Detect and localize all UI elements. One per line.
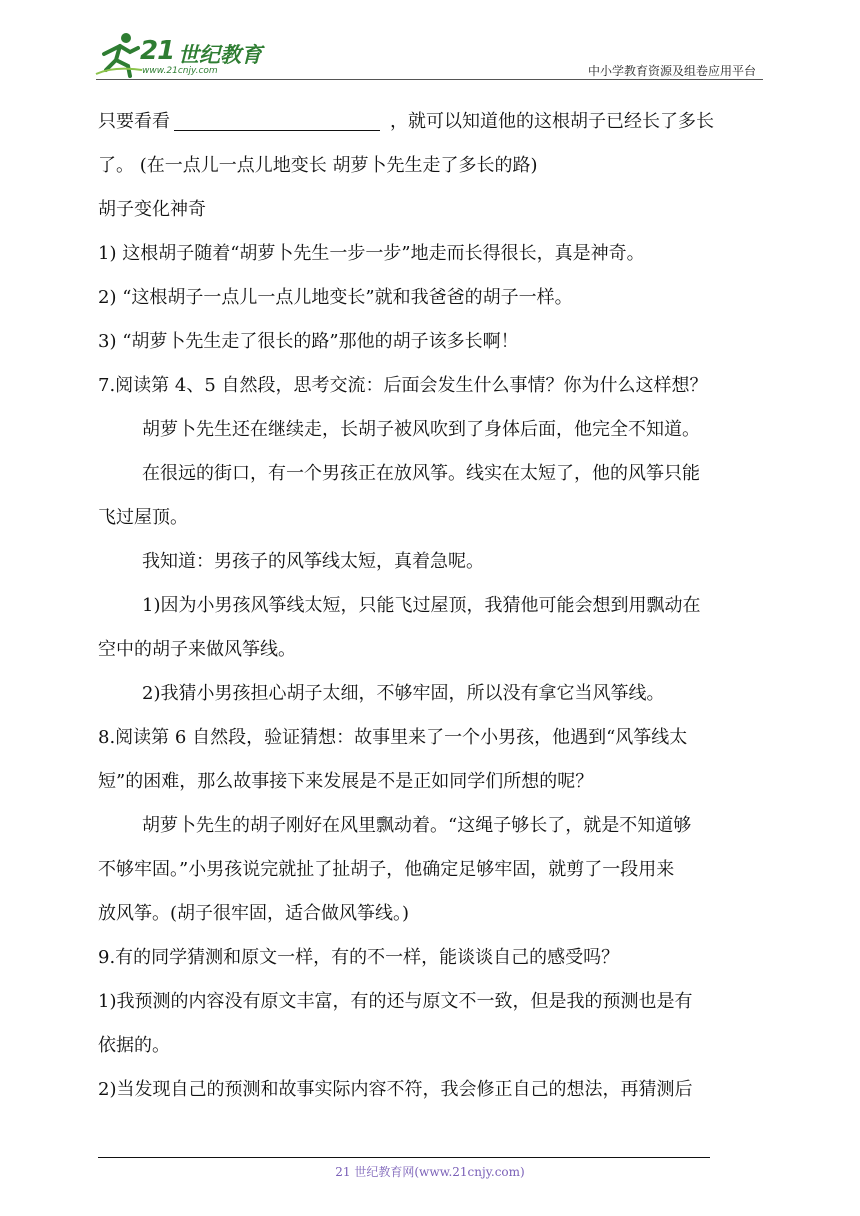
- list-item: 1) 这根胡子随着“胡萝卜先生一步一步”地走而长得很长，真是神奇。: [98, 243, 645, 264]
- question-7: 7.阅读第 4、5 自然段，思考交流：后面会发生什么事情？你为什么这样想？: [98, 375, 708, 396]
- list-item: 3) “胡萝卜先生走了很长的路”那他的胡子该多长啊！: [98, 331, 519, 352]
- question-8: 8.阅读第 6 自然段，验证猜想：故事里来了一个小男孩，他遇到“风筝线太: [98, 727, 688, 748]
- document-body: [98, 100, 764, 1112]
- list-item: 1)因为小男孩风筝线太短，只能飞过屋顶，我猜他可能会想到用飘动在: [142, 595, 701, 616]
- logo-url: www.21cnjy.com: [142, 66, 218, 76]
- site-logo[interactable]: [94, 30, 274, 80]
- list-item: 2)当发现自己的预测和故事实际内容不符，我会修正自己的想法，再猜测后: [98, 1079, 693, 1100]
- paragraph-continuation: 放风筝。(胡子很牢固，适合做风筝线。): [98, 903, 410, 924]
- paragraph-continuation: 飞过屋顶。: [98, 507, 188, 528]
- paragraph-continuation: 短”的困难，那么故事接下来发展是不是正如同学们所想的呢？: [98, 771, 594, 792]
- paragraph: 我知道：男孩子的风筝线太短，真着急呢。: [142, 551, 484, 572]
- logo-number: 21: [140, 36, 175, 66]
- list-item: 2) “这根胡子一点儿一点儿地变长”就和我爸爸的胡子一样。: [98, 287, 573, 308]
- text-fragment: 只要看看: [98, 111, 170, 132]
- footer-text[interactable]: 21 世纪教育网(www.21cnjy.com): [335, 1165, 525, 1179]
- logo-text: 世纪教育: [178, 43, 262, 67]
- page-header: [0, 0, 860, 80]
- section-heading: 胡子变化神奇: [98, 199, 206, 220]
- text-fragment: ，就可以知道他的这根胡子已经长了多长: [390, 111, 714, 132]
- paragraph: 胡萝卜先生还在继续走，长胡子被风吹到了身体后面，他完全不知道。: [142, 419, 700, 440]
- list-item: 2)我猜小男孩担心胡子太细，不够牢固，所以没有拿它当风筝线。: [142, 683, 665, 704]
- fill-in-blank: [174, 112, 380, 131]
- paragraph-continuation: 依据的。: [98, 1035, 170, 1056]
- header-divider: [96, 79, 763, 80]
- paragraph: 胡萝卜先生的胡子刚好在风里飘动着。“这绳子够长了，就是不知道够: [142, 815, 692, 836]
- platform-name: 中小学教育资源及组卷应用平台: [587, 64, 756, 78]
- paragraph-continuation: 不够牢固。”小男孩说完就扯了扯胡子，他确定足够牢固，就剪了一段用来: [98, 859, 675, 880]
- paragraph-continuation: 空中的胡子来做风筝线。: [98, 639, 296, 660]
- list-item: 1)我预测的内容没有原文丰富，有的还与原文不一致，但是我的预测也是有: [98, 991, 693, 1012]
- footer-divider: [98, 1157, 710, 1158]
- runner-icon: [94, 30, 144, 80]
- paragraph: 在很远的街口，有一个男孩正在放风筝。线实在太短了，他的风筝只能: [142, 463, 700, 484]
- text-line: 了。 (在一点儿一点儿地变长 胡萝卜先生走了多长的路): [98, 155, 538, 176]
- question-9: 9.有的同学猜测和原文一样，有的不一样，能谈谈自己的感受吗？: [98, 947, 620, 968]
- text-line: [98, 100, 764, 144]
